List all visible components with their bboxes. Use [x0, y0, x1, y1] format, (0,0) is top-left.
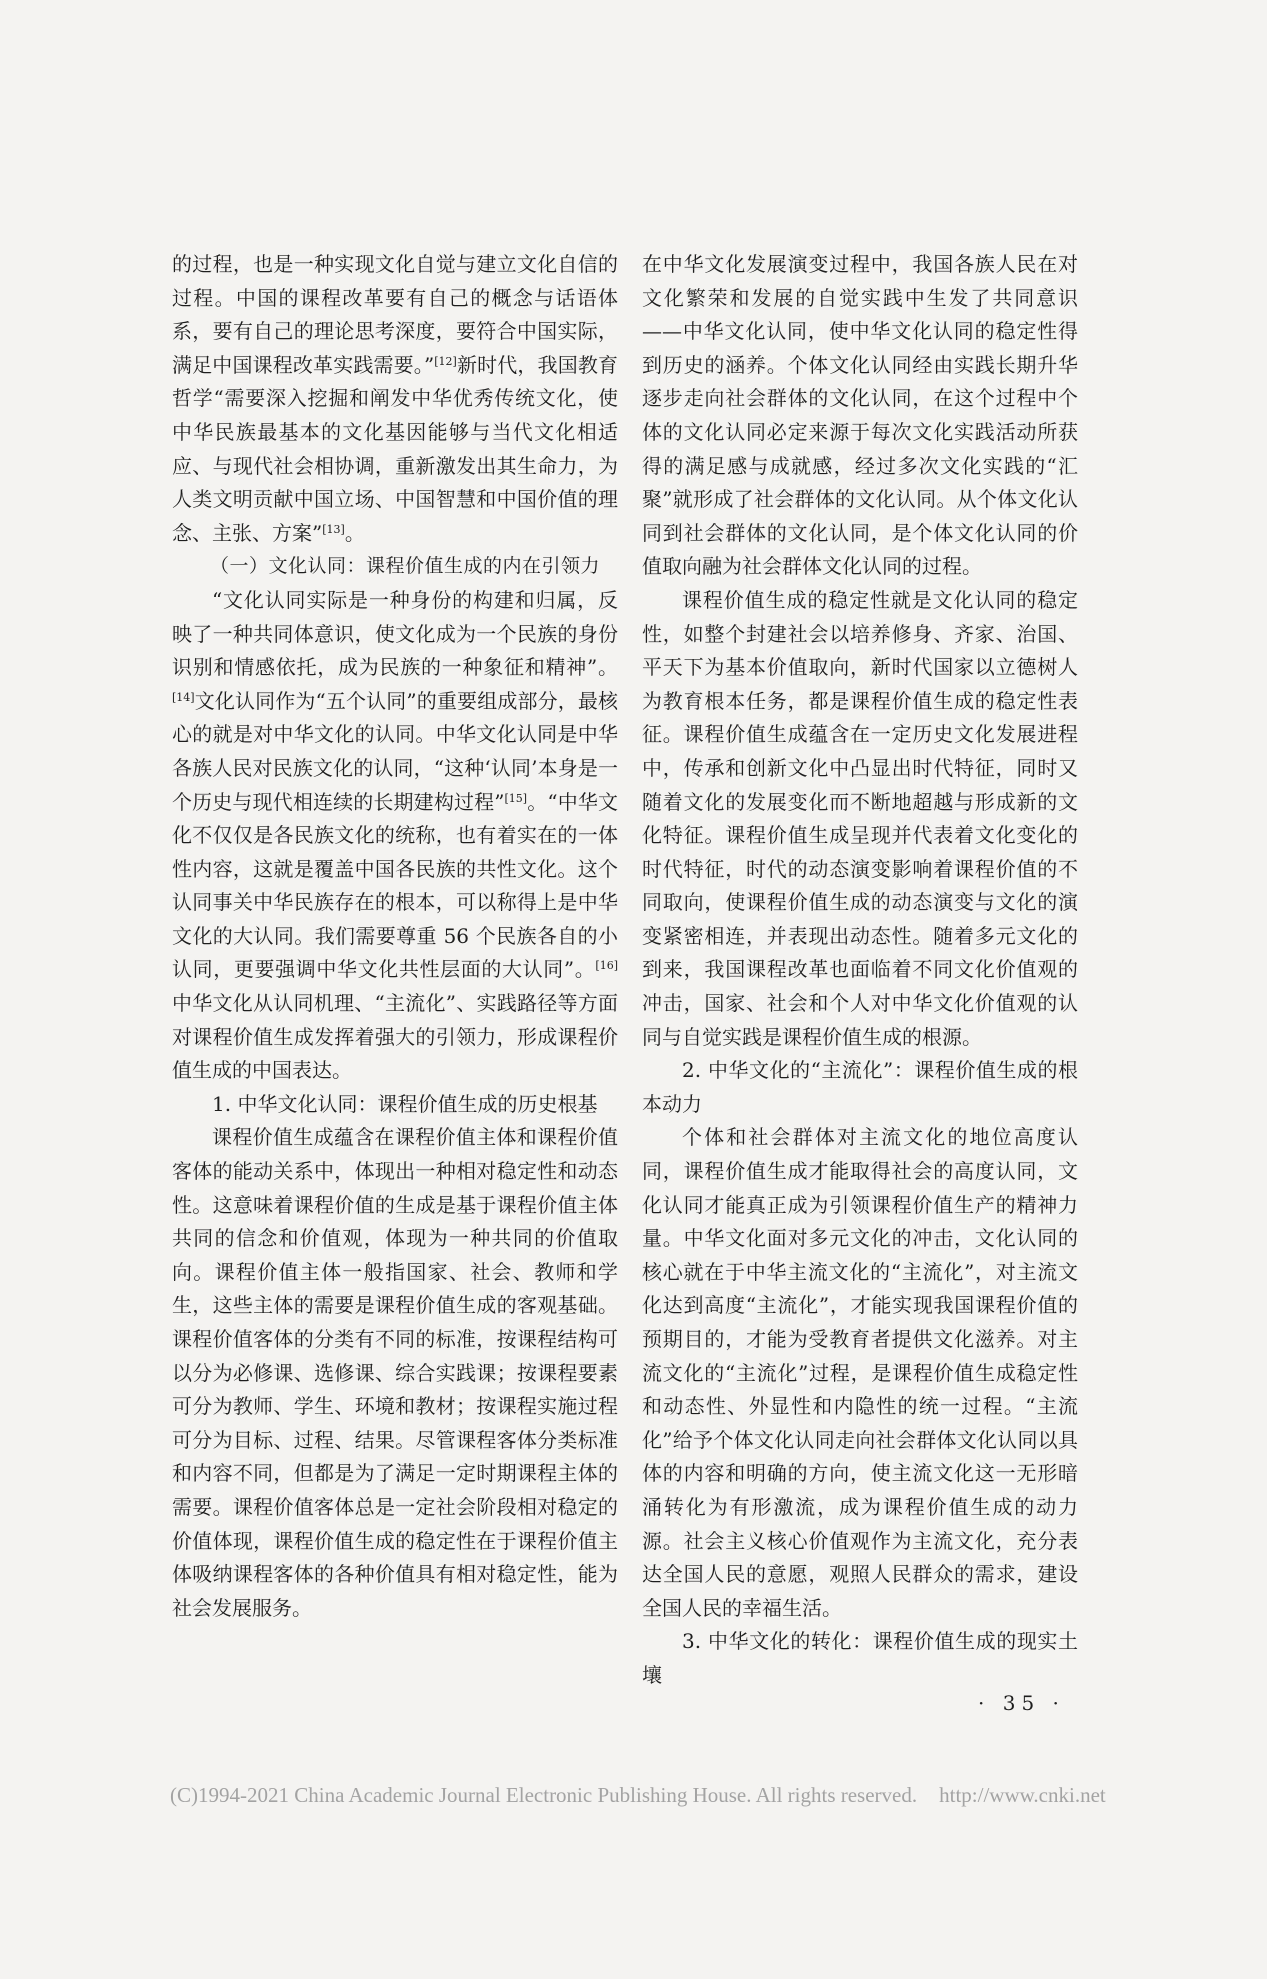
paragraph: 在中华文化发展演变过程中，我国各族人民在对文化繁荣和发展的自觉实践中生发了共同意识——中华文化认同，使中华文化认同的稳定性得到历史的涵养。个体文化认同经由实践长期升华逐步走向社会群体的文化认同，在这个过程中个体的文化认同必定来源于每次文化实践活动所获得的满足感与成就感，经过多次文化实践的“汇聚”就形成了社会群体的文化认同。从个体文化认同到社会群体的文化认同，是个体文化认同的价值取向融为社会群体文化认同的过程。: [642, 252, 1078, 579]
right-column: [642, 248, 1078, 1693]
paragraph: 课程价值生成的稳定性就是文化认同的稳定性，如整个封建社会以培养修身、齐家、治国、平天下为基本价值取向，新时代国家以立德树人为教育根本任务，都是课程价值生成的稳定性表征。课程价值生成蕴含在一定历史文化发展进程中，传承和创新文化中凸显出时代特征，同时又随着文化的发展变化而不断地超越与形成新的文化特征。课程价值生成呈现并代表着文化变化的时代特征，时代的动态演变影响着课程价值的不同取向，使课程价值生成的动态演变与文化的演变紧密相连，并表现出动态性。随着多元文化的到来，我国课程改革也面临着不同文化价值观的冲击，国家、社会和个人对中华文化价值观的认同与自觉实践是课程价值生成的根源。: [642, 587, 1078, 1049]
page-number: · 35 ·: [978, 1691, 1065, 1715]
subheading: 2. 中华文化的“主流化”：课程价值生成的根本动力: [642, 1058, 1078, 1116]
citation-ref: [15]: [504, 791, 528, 805]
paragraph: 课程价值生成蕴含在课程价值主体和课程价值客体的能动关系中，体现出一种相对稳定性和动态性。这意味着课程价值的生成是基于课程价值主体共同的信念和价值观，体现为一种共同的价值取向。课程价值主体一般指国家、社会、教师和学生，这些主体的需要是课程价值生成的客观基础。课程价值客体的分类有不同的标准，按课程结构可以分为必修课、选修课、综合实践课；按课程要素可分为教师、学生、环境和教材；按课程实施过程可分为目标、过程、结果。尽管课程客体分类标准和内容不同，但都是为了满足一定时期课程主体的需要。课程价值客体总是一定社会阶段相对稳定的价值体现，课程价值生成的稳定性在于课程价值主体吸纳课程客体的各种价值具有相对稳定性，能为社会发展服务。: [172, 1125, 618, 1620]
paragraph: 的过程，也是一种实现文化自觉与建立文化自信的过程。中国的课程改革要有自己的概念与话语体系，要有自己的理论思考深度，要符合中国实际，满足中国课程改革实践需要。”[12]新时代，我国教育哲学“需要深入挖掘和阐发中华优秀传统文化，使中华民族最基本的文化基因能够与当代文化相适应、与现代社会相协调，重新激发出其生命力，为人类文明贡献中国立场、中国智慧和中国价值的理念、主张、方案”[13]。: [172, 252, 619, 545]
paragraph: 个体和社会群体对主流文化的地位高度认同，课程价值生成才能取得社会的高度认同，文化认同才能真正成为引领课程价值生产的精神力量。中华文化面对多元文化的冲击，文化认同的核心就在于中华主流文化的“主流化”，对主流文化达到高度“主流化”，才能实现我国课程价值的预期目的，才能为受教育者提供文化滋养。对主流文化的“主流化”过程，是课程价值生成稳定性和动态性、外显性和内隐性的统一过程。“主流化”给予个体文化认同走向社会群体文化认同以具体的内容和明确的方向，使主流文化这一无形暗涌转化为有形激流，成为课程价值生成的动力源。社会主义核心价值观作为主流文化，充分表达全国人民的意愿，观照人民群众的需求，建设全国人民的幸福生活。: [642, 1125, 1078, 1620]
citation-ref: [14]: [172, 690, 195, 704]
citation-ref: [16]: [595, 959, 618, 973]
subheading: 1. 中华文化认同：课程价值生成的历史根基: [212, 1091, 598, 1116]
section-heading: （一）文化认同：课程价值生成的内在引领力: [210, 555, 601, 578]
copyright-notice: (C)1994-2021 China Academic Journal Electronic Publishing House. All rights reserved.: [170, 1783, 918, 1807]
citation-ref: [13]: [322, 522, 345, 536]
subheading: 3. 中华文化的转化：课程价值生成的现实土壤: [642, 1629, 1078, 1687]
citation-ref: [12]: [434, 354, 457, 368]
footer-url: http://www.cnki.net: [939, 1783, 1106, 1807]
footer: [170, 1783, 1106, 1808]
left-column: [172, 248, 618, 1625]
paragraph: “文化认同实际是一种身份的构建和归属，反映了一种共同体意识，使文化成为一个民族的身份识别和情感依托，成为民族的一种象征和精神”。[14]文化认同作为“五个认同”的重要组成部分，最核心的就是对中华文化的认同。中华文化认同是中华各族人民对民族文化的认同，“这种‘认同’本身是一个历史与现代相连续的长期建构过程”[15]。“中华文化不仅仅是各民族文化的统称，也有着实在的一体性内容，这就是覆盖中国各民族的共性文化。这个认同事关中华民族存在的根本，可以称得上是中华文化的大认同。我们需要尊重 56 个民族各自的小认同，更要强调中华文化共性层面的大认同”。[16]中华文化从认同机理、“主流化”、实践路径等方面对课程价值生成发挥着强大的引领力，形成课程价值生成的中国表达。: [172, 587, 618, 1083]
